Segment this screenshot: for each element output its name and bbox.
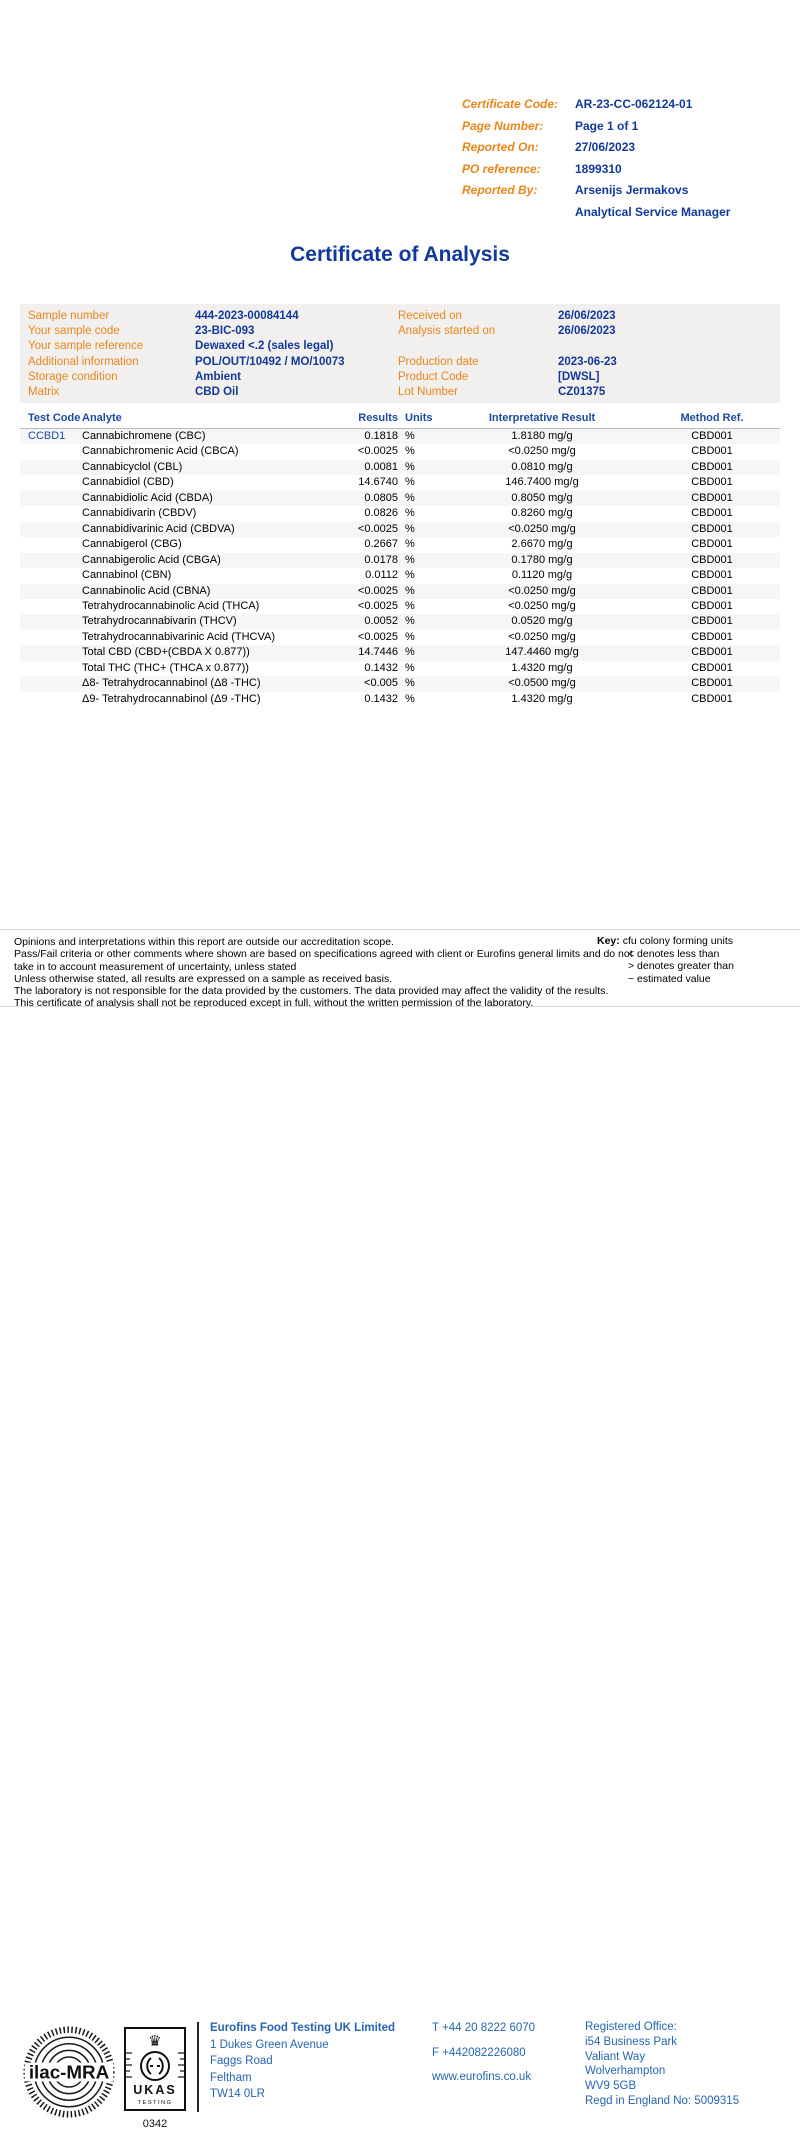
results-table-body: [20, 429, 780, 707]
cell-result: <0.0025: [357, 599, 398, 612]
cell-analyte: Cannabigerol (CBG): [82, 538, 182, 551]
disclaimer-line: Pass/Fail criteria or other comments where shown are based on specifications agreed with client or Eurofins general limits and do not: [14, 948, 633, 961]
cell-units: %: [405, 522, 415, 535]
meta-values: [575, 137, 635, 159]
key-item: ~ estimated value: [628, 972, 711, 985]
cell-units: %: [405, 460, 415, 473]
cell-analyte: Tetrahydrocannabinolic Acid (THCA): [82, 599, 260, 612]
cell-test-code: [20, 537, 82, 552]
cell-method-ref: CBD001: [691, 599, 733, 612]
meta-value: Page 1 of 1: [575, 118, 639, 133]
sample-info-label: [398, 339, 558, 354]
cell-method-ref: CBD001: [691, 491, 733, 504]
ukas-logo: [124, 2027, 186, 2111]
cell-units: %: [405, 692, 415, 705]
disclaimer-line: take in to account measurement of uncertainty, unless stated: [14, 960, 297, 973]
sample-info-label: Production date: [398, 355, 479, 368]
cell-test-code: [20, 444, 82, 459]
cell-interpretative: 1.8180 mg/g: [511, 430, 573, 442]
sample-info-label: Product Code: [398, 370, 469, 383]
meta-row: [462, 159, 730, 181]
table-row: [20, 553, 780, 568]
sample-info-value: Ambient: [195, 370, 241, 383]
cell-method-ref: CBD001: [691, 661, 733, 674]
cell-test-code: [20, 568, 82, 583]
cell-interpretative: <0.0250 mg/g: [508, 522, 576, 535]
table-row: [20, 522, 780, 537]
table-row: [20, 537, 780, 552]
cell-interpretative: 0.1780 mg/g: [511, 553, 573, 566]
disclaimer-line: Opinions and interpretations within this report are outside our accreditation scope.: [14, 936, 394, 948]
meta-values: [575, 180, 730, 223]
sample-info-row: [28, 324, 378, 339]
cell-interpretative: 146.7400 mg/g: [505, 476, 579, 489]
sample-info-value: 26/06/2023: [558, 325, 616, 338]
table-row: [20, 630, 780, 645]
cell-result: 0.1432: [364, 692, 398, 705]
sample-info-row: [28, 385, 378, 400]
cell-result: 0.0081: [364, 460, 398, 473]
cell-analyte: Cannabigerolic Acid (CBGA): [82, 553, 221, 566]
sample-info-label: Analysis started on: [398, 325, 496, 338]
cell-units: %: [405, 538, 415, 551]
cell-result: 0.1818: [364, 430, 398, 442]
cell-method-ref: CBD001: [691, 677, 733, 690]
cell-method-ref: CBD001: [691, 507, 733, 520]
table-row: [20, 429, 780, 444]
cell-result: 14.7446: [358, 646, 398, 659]
meta-value: 1899310: [575, 161, 622, 176]
cell-analyte: Cannabichromene (CBC): [82, 430, 206, 442]
contact-line: www.eurofins.co.uk: [432, 2071, 532, 2083]
key-block: [597, 935, 734, 985]
cell-analyte: Total CBD (CBD+(CBDA X 0.877)): [82, 646, 250, 659]
cell-units: %: [405, 491, 415, 504]
cell-interpretative: 1.4320 mg/g: [511, 661, 573, 674]
cell-result: <0.0025: [357, 445, 398, 458]
sample-info-value: CBD Oil: [195, 386, 239, 399]
ukas-accreditation-number: 0342: [142, 2118, 168, 2130]
sample-info-row: [398, 370, 772, 385]
table-row: [20, 444, 780, 459]
sample-info-value: POL/OUT/10492 / MO/10073: [195, 355, 345, 368]
sample-info-value: Dewaxed <.2 (sales legal): [195, 340, 334, 353]
ukas-logo-block: [124, 2027, 186, 2130]
sample-info-value: 2023-06-23: [558, 355, 617, 368]
cell-interpretative: <0.0500 mg/g: [508, 677, 576, 690]
table-row: [20, 692, 780, 707]
sample-info-row: [398, 309, 772, 324]
cell-result: 0.0805: [364, 491, 398, 504]
cell-result: 0.2667: [364, 538, 398, 551]
meta-value: Arsenijs Jermakovs: [575, 183, 689, 197]
company-address-line: Faggs Road: [210, 2055, 273, 2067]
meta-value: 27/06/2023: [575, 140, 636, 154]
table-row: [20, 599, 780, 614]
cell-test-code: [20, 645, 82, 660]
sample-info-row: [28, 370, 378, 385]
sample-info-row: [398, 385, 772, 400]
sample-info-label: Your sample reference: [28, 340, 144, 353]
cell-test-code: [20, 506, 82, 521]
cell-method-ref: CBD001: [691, 584, 733, 597]
footer: [0, 1006, 800, 2130]
registered-office-line: Registered Office:: [585, 2021, 677, 2033]
ilac-mra-text: ilac-MRA: [28, 2061, 110, 2083]
cell-method-ref: CBD001: [691, 445, 733, 458]
cell-method-ref: CBD001: [691, 630, 733, 643]
cell-units: %: [405, 553, 415, 566]
company-address-lines: [210, 2037, 395, 2103]
cell-interpretative: 0.0520 mg/g: [511, 615, 573, 628]
cell-result: <0.0025: [357, 522, 398, 535]
contact-line: F +442082226080: [432, 2046, 526, 2059]
cell-interpretative: 147.4460 mg/g: [505, 646, 579, 659]
meta-label: Page Number:: [462, 118, 544, 133]
cell-interpretative: 2.6670 mg/g: [511, 538, 573, 551]
cell-units: %: [405, 630, 415, 643]
disclaimer-line: The laboratory is not responsible for the data provided by the customers. The data provided may affect the validity of the results.: [14, 985, 609, 998]
cell-result: 0.0826: [364, 507, 398, 520]
table-row: [20, 491, 780, 506]
cell-analyte: Cannabidiolic Acid (CBDA): [82, 491, 213, 504]
table-row: [20, 584, 780, 599]
cell-analyte: Cannabinolic Acid (CBNA): [82, 584, 211, 597]
table-row: [20, 661, 780, 676]
table-row: [20, 475, 780, 490]
cell-units: %: [405, 569, 415, 582]
meta-label: Reported On:: [462, 140, 539, 154]
cell-test-code: [20, 661, 82, 676]
sample-info-label: Sample number: [28, 310, 110, 322]
cell-test-code: [20, 584, 82, 599]
cell-result: 0.0052: [364, 615, 398, 628]
disclaimer-line: This certificate of analysis shall not be reproduced except in full, without the written permission of the laboratory.: [14, 997, 534, 1010]
meta-row: [462, 116, 730, 138]
cell-method-ref: CBD001: [691, 646, 733, 659]
cell-result: 14.6740: [358, 476, 398, 489]
table-row: [20, 676, 780, 691]
meta-row: [462, 180, 730, 223]
cell-analyte: Δ8- Tetrahydrocannabinol (Δ8 -THC): [82, 677, 261, 690]
cell-units: %: [405, 476, 415, 489]
meta-label: Certificate Code:: [462, 97, 559, 111]
registered-office-line: Wolverhampton: [585, 2065, 666, 2078]
sample-info-row: [398, 355, 772, 370]
cell-units: %: [405, 430, 415, 442]
sample-info-row: [28, 355, 378, 370]
sample-info-label: Received on: [398, 310, 462, 322]
cell-test-code: [20, 491, 82, 506]
ilac-mra-logo: [22, 2025, 116, 2119]
company-address-block: [210, 2020, 395, 2103]
cell-analyte: Cannabidivarinic Acid (CBDVA): [82, 522, 235, 535]
cell-interpretative: <0.0250 mg/g: [508, 630, 576, 643]
sample-info-left: [28, 309, 378, 400]
cell-test-code: [20, 460, 82, 475]
cell-method-ref: CBD001: [691, 430, 733, 442]
sample-info-label: Your sample code: [28, 325, 120, 338]
ukas-crown-icon: ♛: [148, 2032, 162, 2050]
cell-analyte: Total THC (THC+ (THCA x 0.877)): [82, 661, 249, 674]
cell-units: %: [405, 599, 415, 612]
cell-interpretative: 1.4320 mg/g: [511, 692, 573, 705]
cell-interpretative: <0.0250 mg/g: [508, 584, 576, 597]
table-row: [20, 460, 780, 475]
cell-test-code: [20, 599, 82, 614]
cell-result: <0.0025: [357, 630, 398, 643]
sample-info-row: [28, 339, 378, 354]
cell-interpretative: 0.8260 mg/g: [511, 507, 573, 520]
results-table: [20, 408, 780, 707]
cell-analyte: Cannabidivarin (CBDV): [82, 507, 197, 520]
sample-info-value: 23-BIC-093: [195, 325, 255, 338]
disclaimer-line: Unless otherwise stated, all results are expressed on a sample as received basis.: [14, 972, 393, 985]
header-analyte: Analyte: [82, 412, 122, 424]
key-items: [597, 948, 734, 986]
key-label: Key:: [597, 935, 620, 947]
cell-analyte: Tetrahydrocannabivarin (THCV): [82, 615, 237, 628]
header-units: Units: [405, 412, 433, 424]
cell-analyte: Δ9- Tetrahydrocannabinol (Δ9 -THC): [82, 692, 261, 705]
sample-info-label: Storage condition: [28, 370, 118, 383]
cell-test-code: CCBD1: [28, 430, 66, 442]
cell-interpretative: 0.1120 mg/g: [511, 569, 573, 582]
cell-test-code: [20, 553, 82, 568]
company-address-line: 1 Dukes Green Avenue: [210, 2038, 329, 2051]
meta-label: PO reference:: [462, 161, 541, 176]
page-title: Certificate of Analysis: [290, 243, 510, 266]
cell-result: <0.005: [364, 677, 398, 690]
cell-units: %: [405, 661, 415, 674]
sample-info-label: Lot Number: [398, 386, 459, 398]
header-results: Results: [358, 412, 398, 424]
cell-result: 0.1432: [364, 661, 398, 674]
cell-analyte: Cannabichromenic Acid (CBCA): [82, 445, 239, 458]
cell-interpretative: 0.0810 mg/g: [511, 460, 573, 473]
sample-info-block: [20, 304, 780, 403]
cell-method-ref: CBD001: [691, 569, 733, 582]
cell-analyte: Cannabinol (CBN): [82, 569, 172, 582]
table-row: [20, 645, 780, 660]
cell-units: %: [405, 615, 415, 628]
cell-test-code: [20, 692, 82, 707]
company-address-line: TW14 0LR: [210, 2088, 265, 2100]
certificate-meta: [462, 94, 730, 223]
meta-value: AR-23-CC-062124-01: [575, 97, 693, 111]
cell-units: %: [405, 507, 415, 520]
cell-test-code: [20, 475, 82, 490]
cell-method-ref: CBD001: [691, 692, 733, 705]
key-item: > denotes greater than: [628, 960, 734, 972]
header-method-ref: Method Ref.: [680, 412, 744, 424]
registered-office-line: WV9 5GB: [585, 2080, 637, 2093]
meta-value: Analytical Service Manager: [575, 204, 731, 219]
cell-method-ref: CBD001: [691, 553, 733, 566]
contact-line: T +44 20 8222 6070: [432, 2022, 536, 2034]
sample-info-label: Additional information: [28, 355, 139, 368]
company-name: Eurofins Food Testing UK Limited: [210, 2022, 396, 2034]
key-item: < denotes less than: [628, 947, 720, 960]
cell-test-code: [20, 522, 82, 537]
cell-result: 0.0178: [364, 553, 398, 566]
sample-info-value: CZ01375: [558, 386, 606, 398]
table-row: [20, 614, 780, 629]
sample-info-row: [398, 339, 772, 354]
cell-interpretative: 0.8050 mg/g: [511, 491, 573, 504]
cell-analyte: Cannabicyclol (CBL): [82, 460, 183, 473]
meta-values: [575, 94, 692, 116]
cell-method-ref: CBD001: [691, 476, 733, 489]
ukas-subtext: TESTING: [137, 2100, 173, 2106]
company-address-line: Feltham: [210, 2071, 252, 2084]
table-row: [20, 506, 780, 521]
table-row: [20, 568, 780, 583]
cell-interpretative: <0.0250 mg/g: [508, 445, 576, 458]
ukas-text: UKAS: [133, 2083, 177, 2097]
meta-values: [575, 116, 638, 138]
cell-interpretative: <0.0250 mg/g: [508, 599, 576, 612]
cell-method-ref: CBD001: [691, 615, 733, 628]
key-first-item: cfu colony forming units: [622, 935, 733, 947]
cell-method-ref: CBD001: [691, 460, 733, 473]
cell-test-code: [20, 676, 82, 691]
registered-office-block: [585, 2020, 739, 2109]
meta-label: Reported By:: [462, 183, 538, 197]
sample-info-value: 444-2023-00084144: [195, 310, 299, 322]
header-interpretative: Interpretative Result: [488, 412, 596, 424]
sample-info-row: [28, 309, 378, 324]
cell-units: %: [405, 584, 415, 597]
sample-info-label: Matrix: [28, 386, 60, 399]
contact-block: [432, 2020, 535, 2094]
footer-divider: [197, 2022, 199, 2112]
cell-analyte: Tetrahydrocannabivarinic Acid (THCVA): [82, 630, 275, 643]
cell-test-code: [20, 614, 82, 629]
cell-units: %: [405, 677, 415, 690]
sample-info-value: [DWSL]: [558, 370, 600, 383]
meta-row: [462, 137, 730, 159]
registered-office-line: Regd in England No: 5009315: [585, 2094, 740, 2107]
cell-test-code: [20, 630, 82, 645]
cell-method-ref: CBD001: [691, 522, 733, 535]
sample-info-value: 26/06/2023: [558, 310, 616, 322]
cell-units: %: [405, 646, 415, 659]
cell-result: <0.0025: [357, 584, 398, 597]
sample-info-row: [398, 324, 772, 339]
registered-office-line: Valiant Way: [585, 2050, 646, 2063]
cell-result: 0.0112: [365, 569, 398, 582]
registered-office-line: i54 Business Park: [585, 2035, 678, 2048]
cell-method-ref: CBD001: [691, 538, 733, 551]
cell-units: %: [405, 445, 415, 458]
meta-row: [462, 94, 730, 116]
meta-values: [575, 159, 622, 181]
results-table-header: [20, 408, 780, 429]
sample-info-right: [398, 309, 772, 400]
key-line: [597, 935, 734, 948]
header-test-code: Test Code: [28, 412, 81, 424]
cell-analyte: Cannabidiol (CBD): [82, 476, 174, 489]
